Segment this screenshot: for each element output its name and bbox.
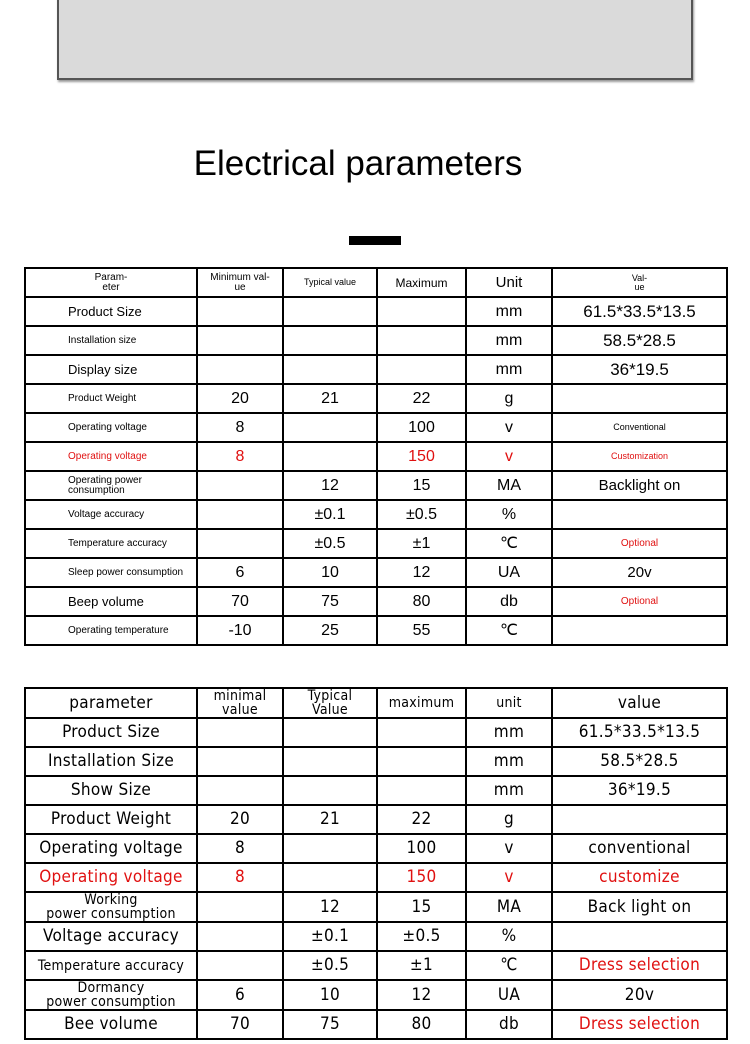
cell-unit: g — [466, 805, 552, 834]
cell-minimum — [197, 500, 283, 529]
table-row — [25, 834, 727, 863]
cell-typical — [283, 718, 377, 747]
cell-maximum — [377, 297, 466, 326]
header-row — [25, 688, 727, 718]
cell-typical: 21 — [283, 384, 377, 413]
cell-parameter: Operating voltage — [25, 413, 197, 442]
cell-unit: v — [466, 442, 552, 471]
cell-value: Optional — [552, 529, 727, 558]
cell-minimum — [197, 297, 283, 326]
table-row — [25, 471, 727, 500]
cell-typical — [283, 297, 377, 326]
cell-unit: v — [466, 863, 552, 892]
cell-maximum: 22 — [377, 384, 466, 413]
table-row — [25, 892, 727, 922]
cell-minimum — [197, 529, 283, 558]
cell-typical: 21 — [283, 805, 377, 834]
cell-maximum: 80 — [377, 1010, 466, 1039]
cell-typical — [283, 326, 377, 355]
header-cell-minimum: minimal value — [197, 688, 283, 718]
cell-value — [552, 805, 727, 834]
cell-maximum: 100 — [377, 834, 466, 863]
cell-typical — [283, 355, 377, 384]
cell-maximum: ±0.5 — [377, 500, 466, 529]
table-row — [25, 776, 727, 805]
table-row — [25, 616, 727, 645]
cell-value: Customization — [552, 442, 727, 471]
header-cell-typical: Typical value — [283, 268, 377, 297]
table-row — [25, 326, 727, 355]
cell-minimum — [197, 776, 283, 805]
electrical-parameters-table-1 — [24, 267, 728, 646]
cell-parameter: Dormancy power consumption — [25, 980, 197, 1010]
cell-parameter: Operating power consumption — [25, 471, 197, 500]
cell-minimum: 20 — [197, 805, 283, 834]
cell-parameter: Operating temperature — [25, 616, 197, 645]
cell-maximum: 100 — [377, 413, 466, 442]
product-image-panel — [57, 0, 693, 80]
cell-value — [552, 616, 727, 645]
cell-typical: ±0.5 — [283, 951, 377, 980]
cell-minimum — [197, 471, 283, 500]
cell-minimum: -10 — [197, 616, 283, 645]
cell-maximum: 15 — [377, 892, 466, 922]
cell-unit: mm — [466, 297, 552, 326]
cell-minimum — [197, 922, 283, 951]
cell-typical: 10 — [283, 558, 377, 587]
cell-minimum: 20 — [197, 384, 283, 413]
cell-value: 61.5*33.5*13.5 — [552, 718, 727, 747]
cell-parameter: Sleep power consumption — [25, 558, 197, 587]
header-cell-unit: unit — [466, 688, 552, 718]
cell-value: Conventional — [552, 413, 727, 442]
cell-parameter: Voltage accuracy — [25, 500, 197, 529]
cell-maximum — [377, 326, 466, 355]
cell-unit: UA — [466, 980, 552, 1010]
cell-unit: db — [466, 1010, 552, 1039]
cell-maximum: ±1 — [377, 951, 466, 980]
cell-parameter: Product Weight — [25, 805, 197, 834]
cell-minimum — [197, 892, 283, 922]
cell-value: 36*19.5 — [552, 776, 727, 805]
cell-parameter: Show Size — [25, 776, 197, 805]
table-row — [25, 951, 727, 980]
cell-value — [552, 922, 727, 951]
cell-minimum: 70 — [197, 587, 283, 616]
cell-unit: % — [466, 500, 552, 529]
cell-minimum: 8 — [197, 442, 283, 471]
table-row — [25, 442, 727, 471]
cell-value: Optional — [552, 587, 727, 616]
cell-unit: ℃ — [466, 616, 552, 645]
cell-maximum: 12 — [377, 980, 466, 1010]
table-row — [25, 413, 727, 442]
table-row — [25, 980, 727, 1010]
cell-maximum: 80 — [377, 587, 466, 616]
cell-parameter: Temperature accuracy — [25, 951, 197, 980]
cell-minimum: 6 — [197, 980, 283, 1010]
cell-typical: 12 — [283, 892, 377, 922]
header-cell-maximum: Maximum — [377, 268, 466, 297]
cell-minimum: 70 — [197, 1010, 283, 1039]
cell-parameter: Product Weight — [25, 384, 197, 413]
cell-unit: v — [466, 413, 552, 442]
cell-maximum: ±1 — [377, 529, 466, 558]
cell-unit: mm — [466, 718, 552, 747]
table-row — [25, 558, 727, 587]
cell-unit: mm — [466, 776, 552, 805]
cell-parameter: Operating voltage — [25, 863, 197, 892]
cell-typical — [283, 413, 377, 442]
cell-typical: ±0.5 — [283, 529, 377, 558]
table-row — [25, 384, 727, 413]
cell-maximum — [377, 718, 466, 747]
cell-maximum: 15 — [377, 471, 466, 500]
cell-typical — [283, 747, 377, 776]
page-title: Electrical parameters — [193, 144, 523, 183]
table-row — [25, 747, 727, 776]
cell-typical — [283, 863, 377, 892]
cell-minimum: 8 — [197, 834, 283, 863]
cell-value: 61.5*33.5*13.5 — [552, 297, 727, 326]
cell-value: 20v — [552, 558, 727, 587]
cell-maximum: 22 — [377, 805, 466, 834]
cell-parameter: Beep volume — [25, 587, 197, 616]
cell-unit: ℃ — [466, 951, 552, 980]
cell-unit: MA — [466, 471, 552, 500]
table-row — [25, 529, 727, 558]
cell-parameter: Product Size — [25, 718, 197, 747]
table-row — [25, 355, 727, 384]
table-row — [25, 587, 727, 616]
cell-typical: ±0.1 — [283, 922, 377, 951]
header-cell-parameter: parameter — [25, 688, 197, 718]
cell-value: conventional — [552, 834, 727, 863]
cell-minimum — [197, 718, 283, 747]
cell-typical — [283, 442, 377, 471]
header-cell-minimum: Minimum val- ue — [197, 268, 283, 297]
cell-typical — [283, 834, 377, 863]
cell-typical: 75 — [283, 587, 377, 616]
cell-unit: mm — [466, 747, 552, 776]
cell-parameter: Voltage accuracy — [25, 922, 197, 951]
cell-unit: MA — [466, 892, 552, 922]
cell-minimum: 8 — [197, 863, 283, 892]
cell-maximum — [377, 747, 466, 776]
cell-maximum: 150 — [377, 442, 466, 471]
cell-value: Back light on — [552, 892, 727, 922]
table-row — [25, 922, 727, 951]
table-row — [25, 863, 727, 892]
cell-minimum — [197, 951, 283, 980]
cell-minimum — [197, 355, 283, 384]
cell-typical: 75 — [283, 1010, 377, 1039]
cell-minimum: 6 — [197, 558, 283, 587]
cell-minimum — [197, 326, 283, 355]
cell-minimum — [197, 747, 283, 776]
cell-unit: db — [466, 587, 552, 616]
cell-value: 36*19.5 — [552, 355, 727, 384]
table-row — [25, 500, 727, 529]
cell-typical — [283, 776, 377, 805]
header-cell-typical: Typical Value — [283, 688, 377, 718]
cell-value — [552, 384, 727, 413]
cell-typical: ±0.1 — [283, 500, 377, 529]
cell-maximum — [377, 355, 466, 384]
cell-parameter: Bee volume — [25, 1010, 197, 1039]
cell-unit: mm — [466, 326, 552, 355]
cell-maximum: ±0.5 — [377, 922, 466, 951]
table-row — [25, 718, 727, 747]
cell-maximum: 150 — [377, 863, 466, 892]
electrical-parameters-table-2 — [24, 687, 728, 1040]
cell-unit: UA — [466, 558, 552, 587]
cell-minimum: 8 — [197, 413, 283, 442]
cell-value: 20v — [552, 980, 727, 1010]
cell-parameter: Installation Size — [25, 747, 197, 776]
cell-unit: g — [466, 384, 552, 413]
header-row — [25, 268, 727, 297]
table-row — [25, 1010, 727, 1039]
cell-value: 58.5*28.5 — [552, 326, 727, 355]
cell-typical: 12 — [283, 471, 377, 500]
header-cell-maximum: maximum — [377, 688, 466, 718]
cell-maximum — [377, 776, 466, 805]
header-cell-parameter: Param- eter — [25, 268, 197, 297]
cell-parameter: Working power consumption — [25, 892, 197, 922]
cell-maximum: 55 — [377, 616, 466, 645]
cell-parameter: Operating voltage — [25, 442, 197, 471]
cell-unit: v — [466, 834, 552, 863]
cell-unit: mm — [466, 355, 552, 384]
cell-maximum: 12 — [377, 558, 466, 587]
cell-parameter: Operating voltage — [25, 834, 197, 863]
cell-value: customize — [552, 863, 727, 892]
cell-typical: 25 — [283, 616, 377, 645]
cell-parameter: Installation size — [25, 326, 197, 355]
cell-typical: 10 — [283, 980, 377, 1010]
table-row — [25, 297, 727, 326]
cell-parameter: Display size — [25, 355, 197, 384]
cell-unit: ℃ — [466, 529, 552, 558]
cell-parameter: Temperature accuracy — [25, 529, 197, 558]
header-cell-value: value — [552, 688, 727, 718]
cell-unit: % — [466, 922, 552, 951]
cell-value: 58.5*28.5 — [552, 747, 727, 776]
header-cell-unit: Unit — [466, 268, 552, 297]
header-cell-value: Val- ue — [552, 268, 727, 297]
cell-value: Dress selection — [552, 1010, 727, 1039]
table-row — [25, 805, 727, 834]
cell-value — [552, 500, 727, 529]
cell-parameter: Product Size — [25, 297, 197, 326]
cell-value: Backlight on — [552, 471, 727, 500]
title-underline-bar — [349, 236, 401, 245]
cell-value: Dress selection — [552, 951, 727, 980]
